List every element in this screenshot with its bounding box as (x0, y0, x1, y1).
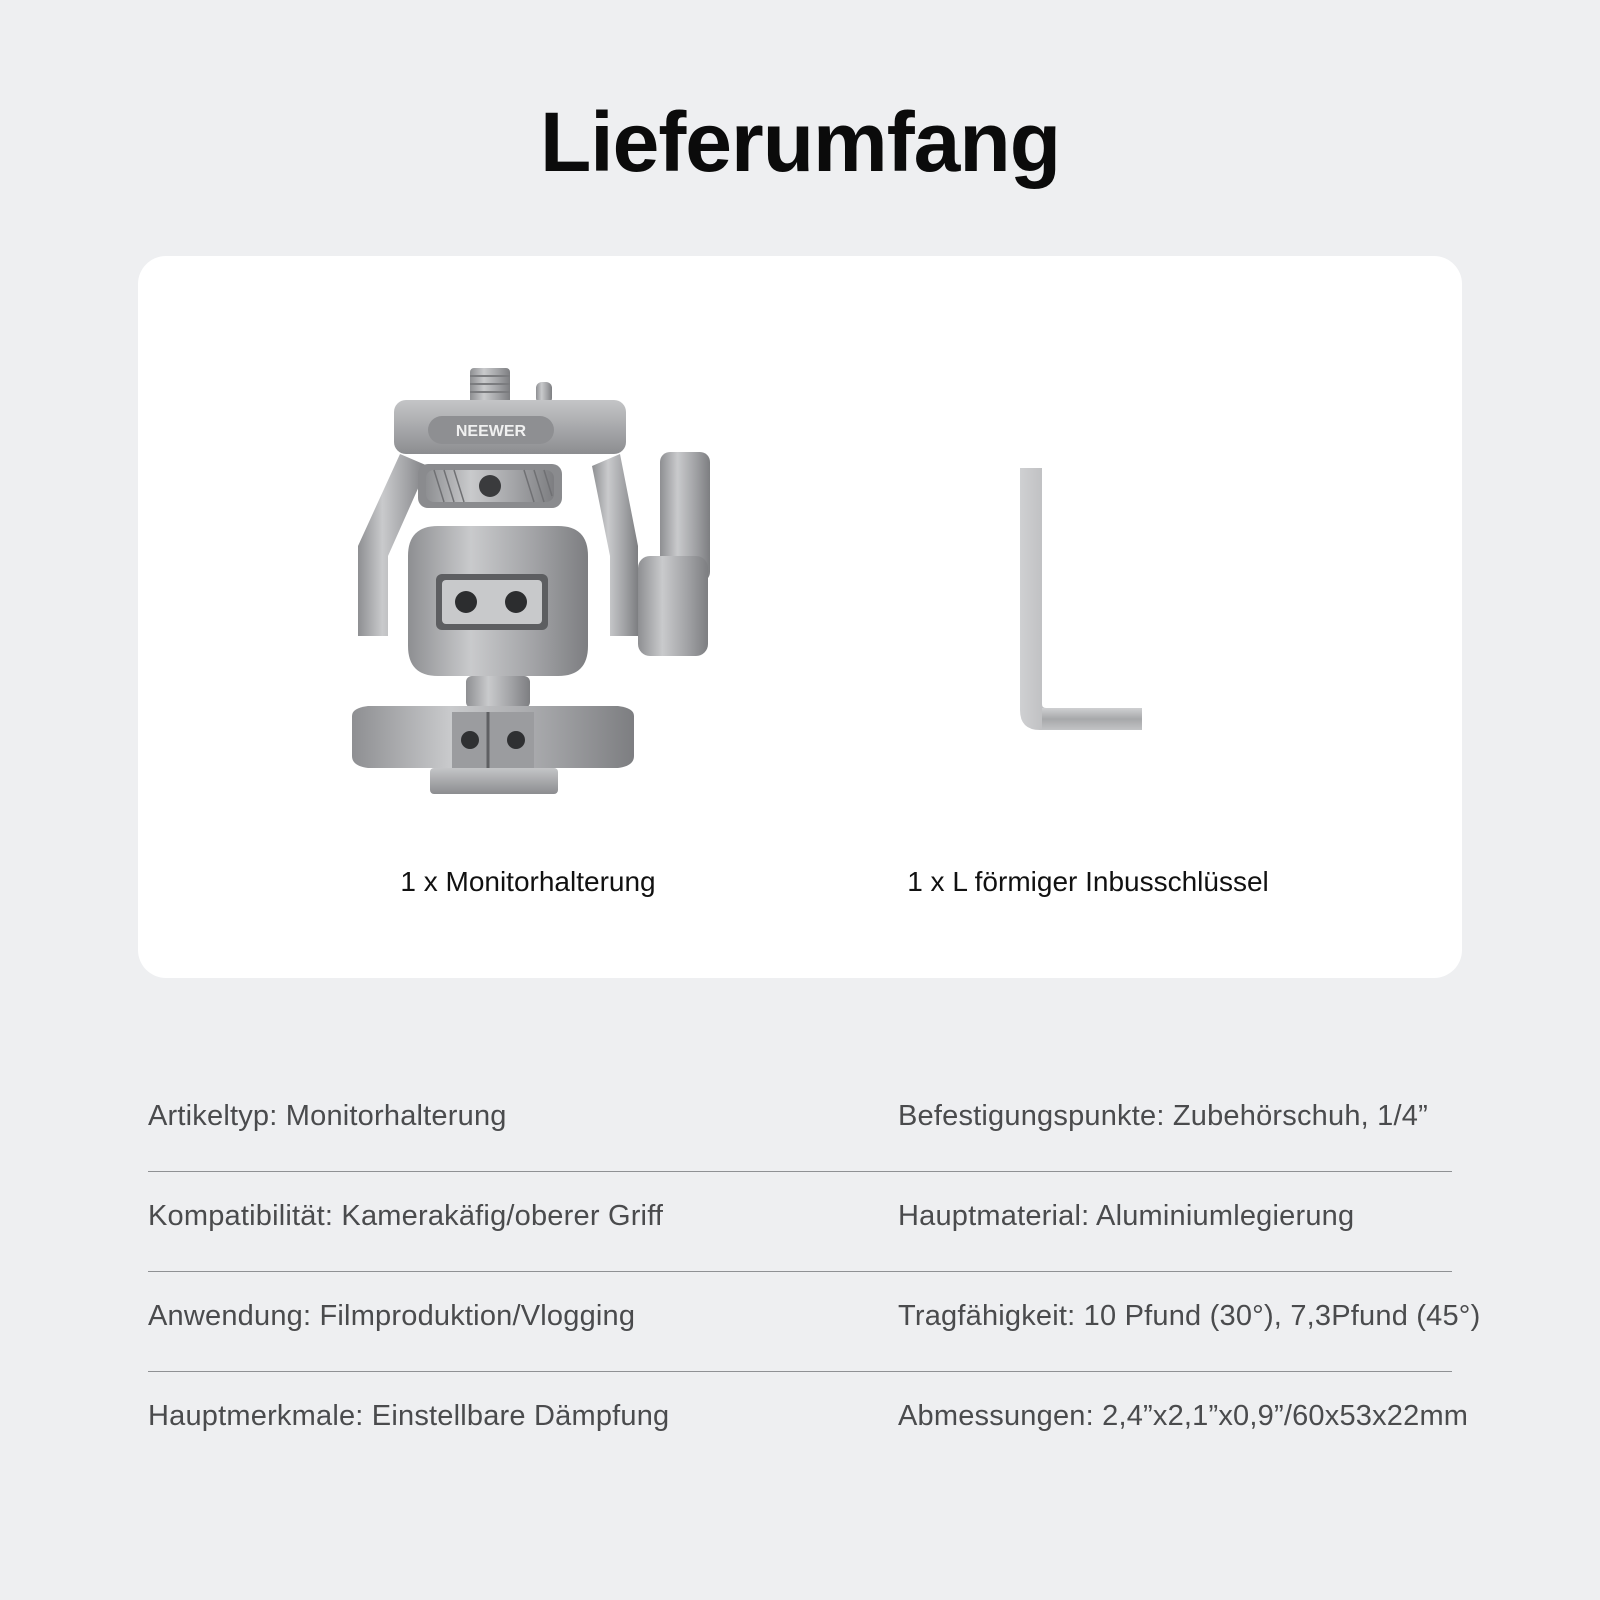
specifications-table (148, 1072, 1481, 1471)
spec-compatibility: Kompatibilität: Kamerakäfig/oberer Griff (148, 1200, 664, 1232)
svg-text:NEEWER: NEEWER (455, 423, 527, 440)
spec-load-capacity: Tragfähigkeit: 10 Pfund (30°), 7,3Pfund (45°) (898, 1300, 1481, 1332)
spec-features: Hauptmerkmale: Einstellbare Dämpfung (148, 1400, 670, 1432)
spec-row (148, 1172, 1452, 1272)
item-caption-mount: 1 x Monitorhalterung (400, 866, 656, 897)
spec-row (148, 1272, 1481, 1372)
spec-application: Anwendung: Filmproduktion/Vlogging (148, 1300, 636, 1332)
spec-dimensions: Abmessungen: 2,4”x2,1”x0,9”/60x53x22mm (898, 1400, 1469, 1432)
item-caption-hex-key: 1 x L förmiger Inbusschlüssel (907, 866, 1269, 897)
hex-key-image (1018, 456, 1148, 736)
spec-material: Hauptmaterial: Aluminiumlegierung (898, 1200, 1355, 1232)
spec-item-type: Artikeltyp: Monitorhalterung (148, 1100, 507, 1132)
spec-row (148, 1372, 1469, 1471)
page-title: Lieferumfang (539, 95, 1061, 189)
package-contents-card (138, 256, 1462, 978)
spec-mounting-points: Befestigungspunkte: Zubehörschuh, 1/4” (898, 1100, 1428, 1132)
monitor-mount-image (338, 356, 718, 806)
spec-row (148, 1072, 1452, 1172)
